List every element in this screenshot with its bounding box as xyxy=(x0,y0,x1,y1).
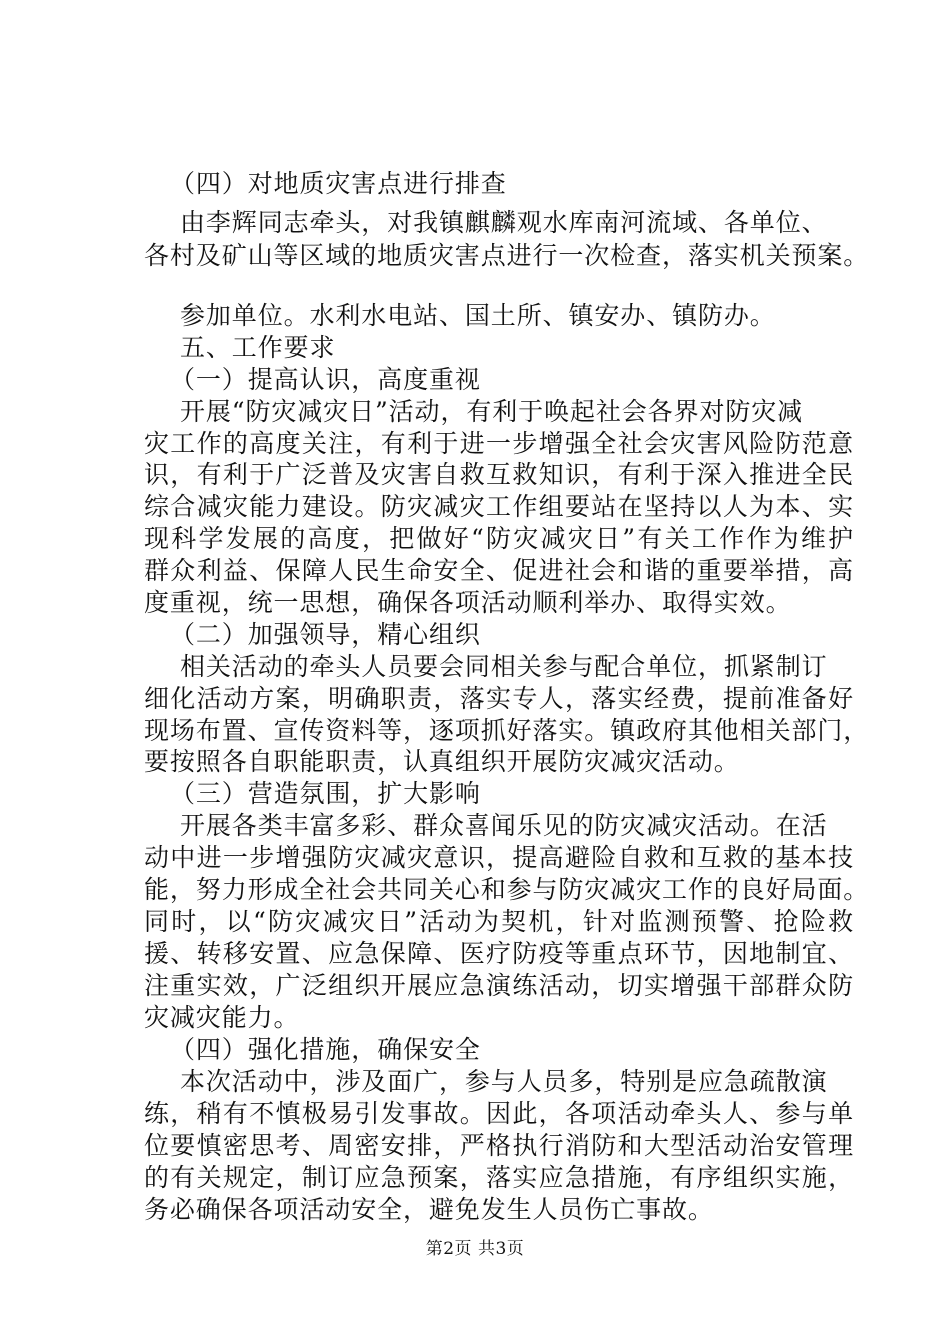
paragraph-line: 灾工作的高度关注，有利于进一步增强全社会灾害风险防范意 xyxy=(144,429,854,458)
paragraph-line: 相关活动的牵头人员要会同相关参与配合单位，抓紧制订 xyxy=(180,652,828,681)
paragraph-line: 灾减灾能力。 xyxy=(144,1003,300,1032)
paragraph-line: 注重实效，广泛组织开展应急演练活动，切实增强干部群众防 xyxy=(144,971,854,1000)
page-number-footer: 第2页 共3页 xyxy=(425,1239,525,1259)
paragraph-line: 位要慎密思考、周密安排，严格执行消防和大型活动治安管理 xyxy=(144,1131,854,1160)
paragraph-line: 务必确保各项活动安全，避免发生人员伤亡事故。 xyxy=(144,1195,714,1224)
paragraph-line: 识，有利于广泛普及灾害自救互救知识，有利于深入推进全民 xyxy=(144,460,854,489)
paragraph-line: 开展各类丰富多彩、群众喜闻乐见的防灾减灾活动。在活 xyxy=(180,811,828,840)
paragraph-line: 动中进一步增强防灾减灾意识，提高避险自救和互救的基本技 xyxy=(144,843,854,872)
paragraph-line: 由李辉同志牵头，对我镇麒麟观水库南河流域、各单位、 xyxy=(180,208,828,237)
subheading-4-geohazard: （四）对地质灾害点进行排查 xyxy=(170,169,507,198)
paragraph-line: 现场布置、宣传资料等，逐项抓好落实。镇政府其他相关部门， xyxy=(144,716,870,745)
paragraph-line: 各村及矿山等区域的地质灾害点进行一次检查，落实机关预案。 xyxy=(144,241,870,270)
paragraph-line: 度重视，统一思想，确保各项活动顺利举办、取得实效。 xyxy=(144,588,792,617)
paragraph-line: 现科学发展的高度，把做好“防灾减灾日”有关工作作为维护 xyxy=(144,524,854,553)
paragraph-line: 援、转移安置、应急保障、医疗防疫等重点环节，因地制宜、 xyxy=(144,939,854,968)
paragraph-line: 要按照各自职能职责，认真组织开展防灾减灾活动。 xyxy=(144,747,740,776)
paragraph-line: 综合减灾能力建设。防灾减灾工作组要站在坚持以人为本、实 xyxy=(144,492,854,521)
paragraph-line: 练，稍有不慎极易引发事故。因此，各项活动牵头人、参与单 xyxy=(144,1099,854,1128)
paragraph-line: 同时，以“防灾减灾日”活动为契机，针对监测预警、抢险救 xyxy=(144,907,854,936)
paragraph-line: 参加单位。水利水电站、国土所、镇安办、镇防办。 xyxy=(180,301,776,330)
subheading-3: （三）营造氛围，扩大影响 xyxy=(170,779,481,808)
subheading-4: （四）强化措施，确保安全 xyxy=(170,1035,481,1064)
section-heading-5: 五、工作要求 xyxy=(180,333,336,362)
subheading-1: （一）提高认识，高度重视 xyxy=(170,365,481,394)
paragraph-line: 群众利益、保障人民生命安全、促进社会和谐的重要举措，高 xyxy=(144,556,854,585)
paragraph-line: 开展“防灾减灾日”活动，有利于唤起社会各界对防灾减 xyxy=(180,397,804,426)
paragraph-line: 本次活动中，涉及面广，参与人员多，特别是应急疏散演 xyxy=(180,1067,828,1096)
paragraph-line: 的有关规定，制订应急预案，落实应急措施，有序组织实施， xyxy=(144,1163,854,1192)
paragraph-line: 能，努力形成全社会共同关心和参与防灾减灾工作的良好局面。 xyxy=(144,875,870,904)
subheading-2: （二）加强领导，精心组织 xyxy=(170,620,481,649)
paragraph-line: 细化活动方案，明确职责，落实专人，落实经费，提前准备好 xyxy=(144,684,854,713)
